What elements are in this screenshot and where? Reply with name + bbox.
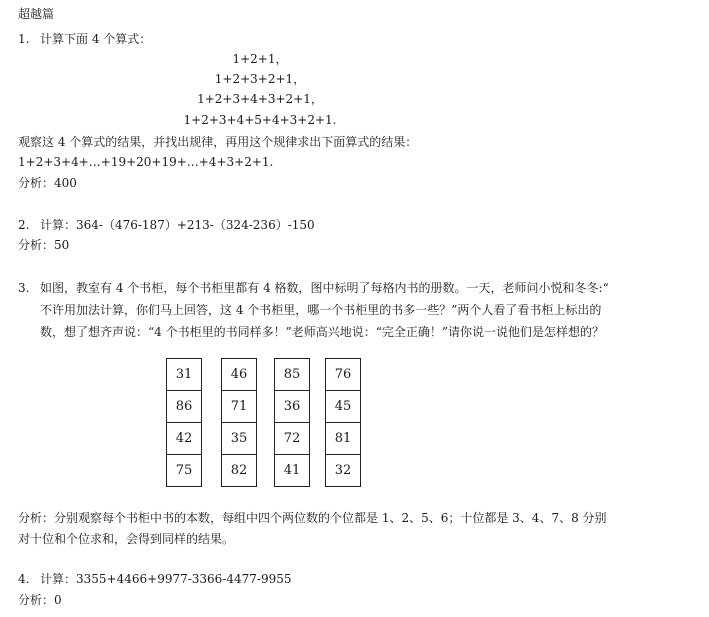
section-title: 超越篇 bbox=[18, 7, 55, 21]
formula-4: 1+2+3+4+5+4+3+2+1. bbox=[183, 113, 337, 127]
question-3-analysis-1: 分析：分别观察每个书柜中书的本数，每组中四个两位数的个位都是 1、2、5、6；十位都是 3、4、7、8 分别 bbox=[18, 511, 607, 525]
question-2 bbox=[18, 217, 315, 233]
bookcase-1-shelf-1: 31 bbox=[175, 367, 193, 382]
question-4-analysis: 分析：0 bbox=[18, 593, 62, 607]
bookcase-4-shelf-2: 45 bbox=[326, 390, 360, 422]
question-2-text: 计算：364-（476-187）+213-（324-236）-150 bbox=[40, 218, 315, 232]
bookcase-3-shelf-3: 72 bbox=[275, 422, 309, 454]
question-1 bbox=[18, 31, 151, 47]
bookcase-1 bbox=[166, 358, 202, 487]
question-4-text: 计算：3355+4466+9977-3366-4477-9955 bbox=[40, 572, 292, 586]
bookcase-4-shelf-4: 32 bbox=[326, 454, 360, 486]
question-3-line-1 bbox=[18, 280, 609, 296]
question-4-number: 4. bbox=[18, 572, 30, 586]
bookcase-1-shelf-2: 86 bbox=[167, 390, 201, 422]
bookcase-2-shelf-2: 71 bbox=[222, 390, 256, 422]
bookcase-3-shelf-2: 36 bbox=[275, 390, 309, 422]
question-4 bbox=[18, 571, 292, 587]
bookcase-2-shelf-1: 46 bbox=[230, 367, 248, 382]
formula-3: 1+2+3+4+3+2+1， bbox=[197, 92, 323, 106]
bookcase-2-shelf-3: 35 bbox=[222, 422, 256, 454]
bookcase-2-shelf-4: 82 bbox=[222, 454, 256, 486]
question-1-observe: 观察这 4 个算式的结果，并找出规律，再用这个规律求出下面算式的结果： bbox=[18, 135, 418, 149]
question-1-series: 1+2+3+4+…+19+20+19+…+4+3+2+1. bbox=[18, 155, 274, 169]
bookcase-2 bbox=[221, 358, 257, 487]
question-1-analysis: 分析：400 bbox=[18, 176, 77, 190]
formula-1: 1+2+1， bbox=[232, 52, 288, 66]
bookcase-1-shelf-3: 42 bbox=[167, 422, 201, 454]
bookcase-4 bbox=[325, 358, 361, 487]
bookcase-1-shelf-4: 75 bbox=[167, 454, 201, 486]
question-2-number: 2. bbox=[18, 218, 30, 232]
question-2-analysis: 分析：50 bbox=[18, 238, 70, 252]
question-3-number: 3. bbox=[18, 281, 30, 295]
bookcase-3-shelf-4: 41 bbox=[275, 454, 309, 486]
question-3-line-2: 不许用加法计算，你们马上回答，这 4 个书柜里，哪一个书柜里的书多一些？”两个人看了看书柜上标出的 bbox=[40, 303, 602, 317]
bookcase-4-shelf-3: 81 bbox=[326, 422, 360, 454]
formula-2: 1+2+3+2+1， bbox=[214, 72, 306, 86]
bookcase-3-shelf-1: 85 bbox=[283, 367, 301, 382]
bookcase-3 bbox=[274, 358, 310, 487]
bookcase-4-shelf-1: 76 bbox=[334, 367, 352, 382]
question-3-line-3: 数，想了想齐声说：“4 个书柜里的书同样多！”老师高兴地说：“完全正确！”请你说一说他们是怎样想的？ bbox=[40, 325, 604, 339]
question-3-analysis-2: 对十位和个位求和，会得到同样的结果。 bbox=[18, 532, 235, 546]
question-1-number: 1. bbox=[18, 32, 30, 46]
question-1-prompt: 计算下面 4 个算式： bbox=[40, 32, 152, 46]
question-3-text-1: 如图，教室有 4 个书柜，每个书柜里都有 4 格数，图中标明了每格内书的册数。一天，老师问小悦和冬冬:“ bbox=[40, 281, 609, 295]
